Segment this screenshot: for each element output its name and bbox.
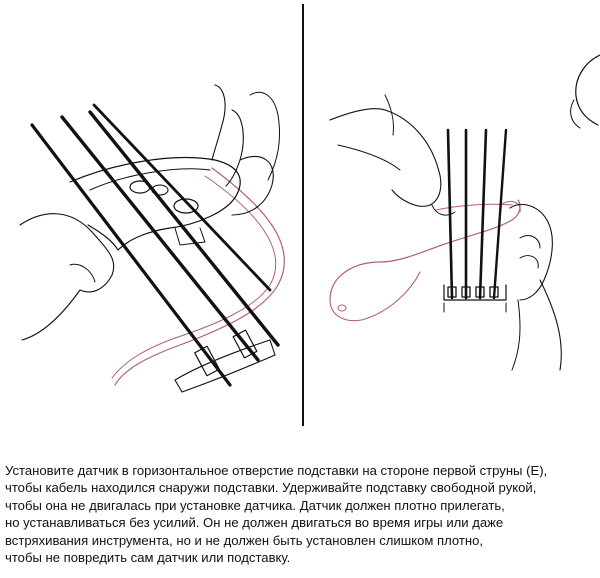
caption bbox=[5, 462, 597, 566]
caption-line: чтобы не повредить сам датчик или подставку. bbox=[5, 550, 291, 566]
hand bbox=[510, 204, 552, 300]
sensor bbox=[330, 200, 520, 300]
cable bbox=[112, 176, 276, 378]
string bbox=[480, 130, 486, 298]
right-figure bbox=[330, 55, 600, 370]
hand bbox=[212, 85, 225, 160]
left-figure bbox=[20, 85, 284, 392]
hand bbox=[330, 109, 441, 207]
string bbox=[62, 117, 258, 360]
string bbox=[494, 130, 506, 298]
caption-line: чтобы кабель находился снаружи подставки. Удерживайте подставку свободной рукой, bbox=[5, 480, 537, 496]
string bbox=[90, 112, 278, 345]
caption-line: Установите датчик в горизонтальное отверстие подставки на стороне первой струны (E), bbox=[5, 463, 548, 478]
caption-line: встряхивания инструмента, но и не должен быть установлен слишком плотно, bbox=[5, 532, 484, 548]
caption-line: чтобы она не двигалась при установке датчика. Датчик должен плотно прилегать, bbox=[5, 497, 505, 513]
caption-line: но устанавливаться без усилий. Он не должен двигаться во время игры или даже bbox=[5, 515, 504, 531]
